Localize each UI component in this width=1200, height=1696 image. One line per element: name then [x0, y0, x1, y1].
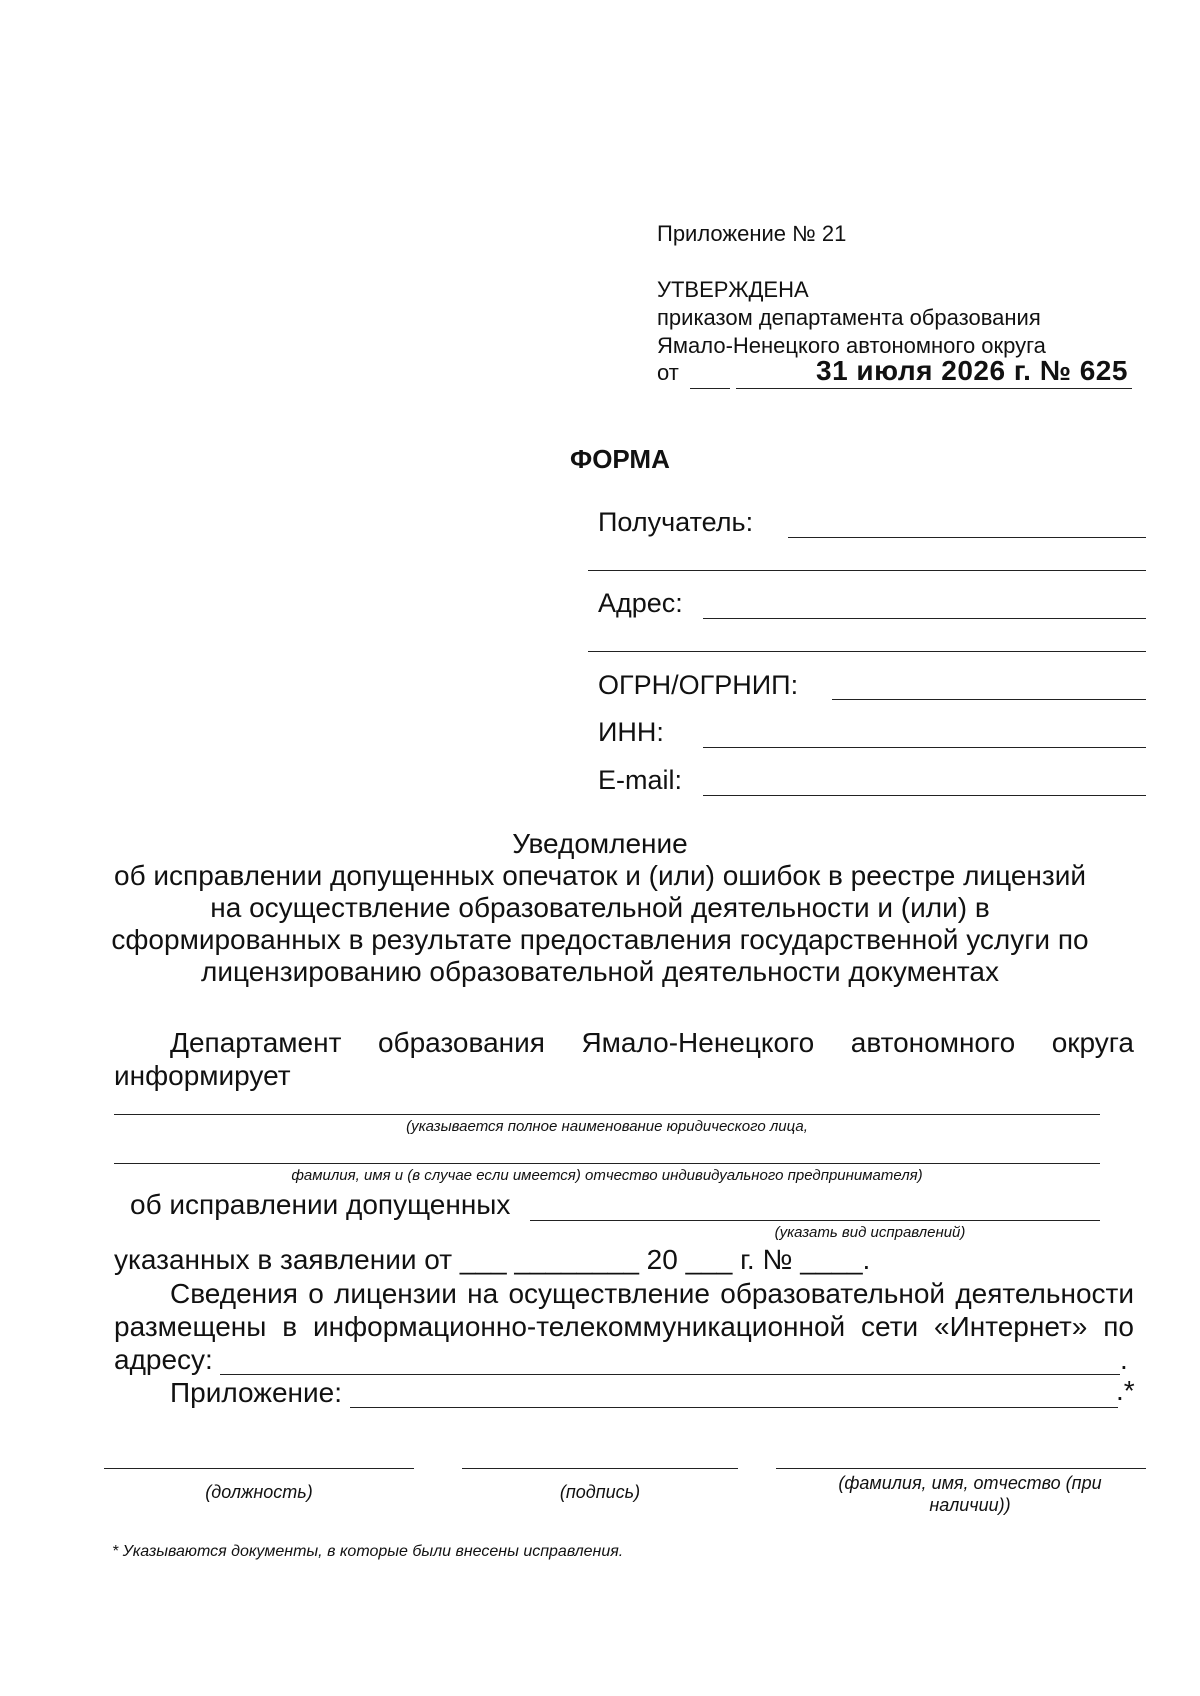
date-blank-2 — [736, 388, 1132, 389]
attachment-end: .* — [1116, 1375, 1135, 1406]
notice-line-3: сформированных в результате предоставления государственной услуги по — [111, 924, 1089, 955]
attachment-label: Приложение: — [170, 1377, 343, 1408]
caption-legal-entity: (указывается полное наименование юридического лица, — [406, 1118, 808, 1135]
fio-field[interactable] — [776, 1468, 1146, 1469]
caption-fio-line-2: наличии)) — [929, 1495, 1011, 1515]
license-word: по — [1103, 1311, 1134, 1342]
license-word: о — [308, 1278, 324, 1309]
license-word: в — [282, 1311, 298, 1342]
position-field[interactable] — [104, 1468, 414, 1469]
recipient-field[interactable] — [788, 537, 1146, 538]
license-word: Сведения — [170, 1278, 298, 1309]
ogrn-label: ОГРН/ОГРНИП: — [598, 670, 799, 700]
email-field[interactable] — [703, 795, 1146, 796]
informs-word: Ямало-Ненецкого — [581, 1027, 815, 1058]
email-label: E-mail: — [598, 765, 683, 795]
license-word: сети — [861, 1311, 919, 1342]
caption-individual: фамилия, имя и (в случае если имеется) отчество индивидуального предпринимателя) — [291, 1167, 923, 1184]
date-number-stamp: 31 июля 2026 г. № 625 — [816, 355, 1128, 386]
signature-field[interactable] — [462, 1468, 738, 1469]
license-word: размещены — [114, 1311, 267, 1342]
address-label: Адрес: — [598, 588, 683, 618]
license-word: деятельности — [955, 1278, 1134, 1309]
informs-word: Департамент — [170, 1027, 342, 1058]
informs-word: образования — [377, 1027, 545, 1058]
correction-type-field[interactable] — [530, 1220, 1100, 1221]
notice-line-2: на осуществление образовательной деятельности и (или) в — [210, 892, 990, 923]
caption-position: (должность) — [205, 1482, 313, 1502]
informs-end: информирует — [114, 1060, 291, 1091]
notice-line-1: об исправлении допущенных опечаток и (или) ошибок в реестре лицензий — [114, 860, 1086, 891]
license-info-line-1 — [170, 1277, 1134, 1310]
notice-title-block — [60, 828, 1140, 988]
license-word: осуществление — [508, 1278, 710, 1309]
notice-title: Уведомление — [512, 828, 688, 859]
order-line-1: приказом департамента образования — [657, 305, 1041, 330]
informs-word: автономного — [850, 1027, 1016, 1058]
caption-fio-line-1: (фамилия, имя, отчество (при — [838, 1473, 1102, 1493]
attachment-field[interactable] — [350, 1407, 1118, 1408]
address-end: . — [1120, 1344, 1128, 1375]
date-blank-1 — [690, 388, 730, 389]
individual-field[interactable] — [114, 1163, 1100, 1164]
appendix-number: Приложение № 21 — [657, 221, 847, 246]
approval-date-row — [657, 360, 679, 386]
address-field[interactable] — [703, 618, 1146, 619]
website-address-field[interactable] — [220, 1374, 1120, 1375]
license-word: на — [467, 1278, 499, 1309]
approved-label: УТВЕРЖДЕНА — [657, 277, 809, 302]
address-label-body: адресу: — [114, 1344, 213, 1375]
caption-correction-type: (указать вид исправлений) — [774, 1224, 966, 1241]
license-word: лицензии — [334, 1278, 457, 1309]
inn-field[interactable] — [703, 747, 1146, 748]
approval-block — [657, 220, 1046, 360]
address-field-line-2[interactable] — [588, 651, 1146, 652]
order-line-2: Ямало-Ненецкого автономного округа — [657, 333, 1046, 358]
license-word: информационно-телекоммуникационной — [313, 1311, 846, 1342]
statement-date-line: указанных в заявлении от ___ ________ 20 ___ г. № ____. — [114, 1244, 871, 1275]
caption-signature: (подпись) — [559, 1482, 641, 1502]
license-info-line-2 — [114, 1310, 1134, 1343]
from-prefix: от — [657, 360, 679, 385]
legal-entity-field[interactable] — [114, 1114, 1100, 1115]
informs-line — [170, 1026, 1134, 1059]
informs-word: округа — [1051, 1027, 1134, 1058]
correction-label: об исправлении допущенных — [130, 1189, 511, 1220]
footnote: * Указываются документы, в которые были внесены исправления. — [112, 1543, 624, 1560]
recipient-field-line-2[interactable] — [588, 570, 1146, 571]
license-word: образовательной — [720, 1278, 946, 1309]
recipient-label: Получатель: — [598, 507, 754, 537]
caption-fio — [800, 1472, 1140, 1516]
form-title: ФОРМА — [570, 444, 670, 474]
notice-line-4: лицензированию образовательной деятельности документах — [201, 956, 999, 987]
inn-label: ИНН: — [598, 717, 664, 747]
ogrn-field[interactable] — [832, 699, 1146, 700]
license-word: «Интернет» — [934, 1311, 1088, 1342]
